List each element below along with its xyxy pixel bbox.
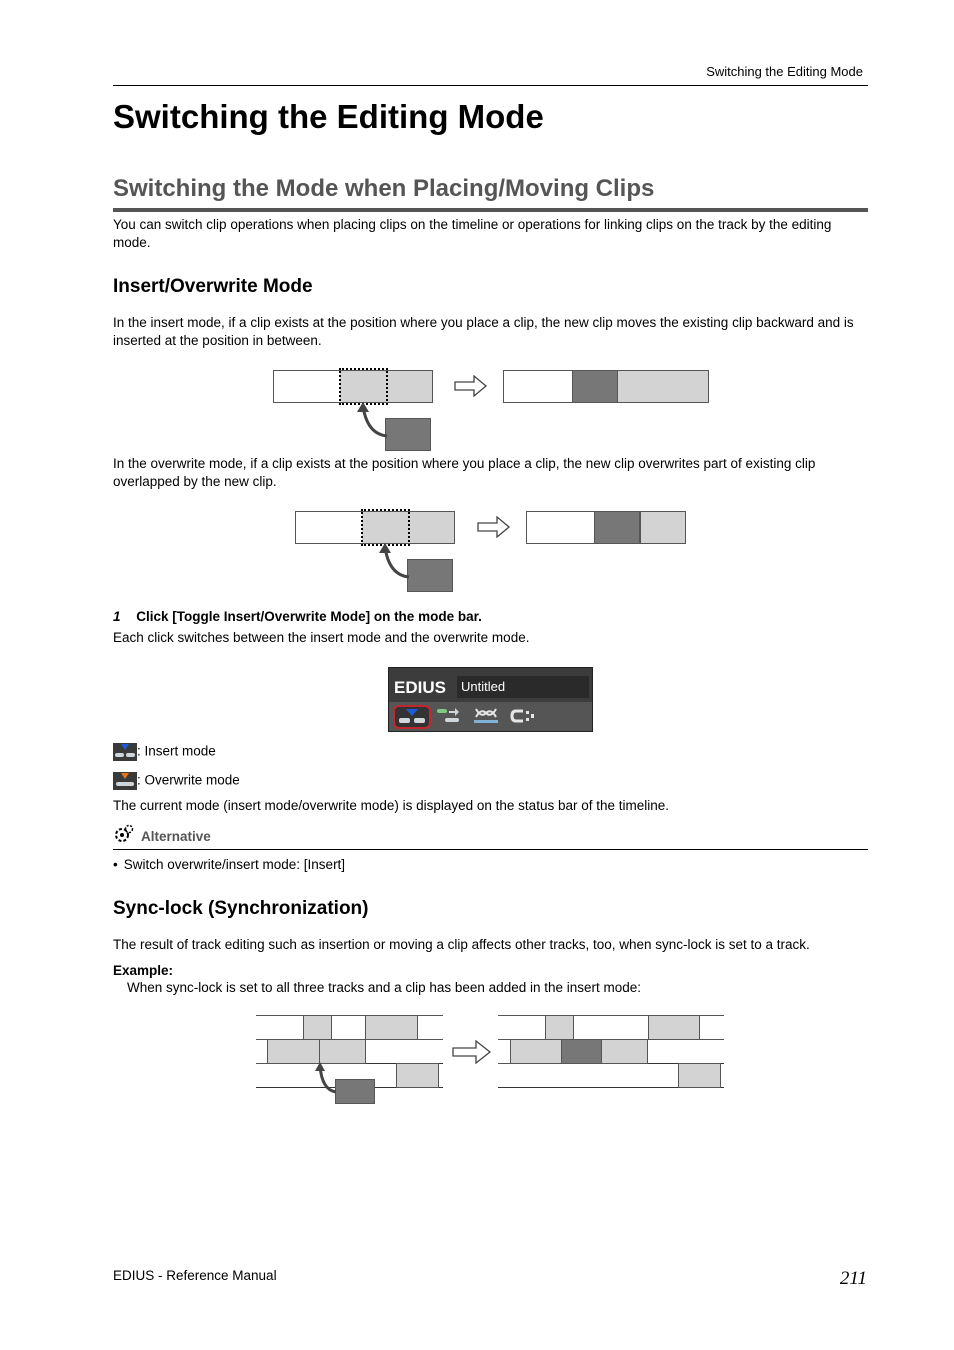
track-1-clip <box>648 1015 700 1040</box>
clip-new <box>385 418 431 451</box>
track-1-clip <box>573 1015 649 1040</box>
section-title: Switching the Mode when Placing/Moving Clips <box>113 175 655 202</box>
right-arrow-icon <box>452 1040 492 1064</box>
track-1-clip <box>303 1015 332 1040</box>
curved-arrow-icon <box>312 1060 340 1096</box>
alternative-rule <box>113 849 868 850</box>
clip-result-new <box>594 511 640 544</box>
curved-arrow-icon <box>377 541 413 581</box>
ripple-mode-button[interactable] <box>433 705 471 729</box>
track-1-clip <box>365 1015 418 1040</box>
clip-result-new <box>572 370 618 403</box>
clip-new <box>335 1079 375 1104</box>
sync-icon <box>469 705 503 727</box>
link-icon <box>507 705 541 727</box>
clip-new <box>407 559 453 592</box>
insert-mode-paragraph: In the insert mode, if a clip exists at the position where you place a clip, the new clip moves the existing clip backward and is inserted at the position in between. <box>113 315 854 348</box>
alternative-icon <box>113 824 135 844</box>
track-3-clip <box>678 1063 721 1088</box>
alternative-label: Alternative <box>141 829 211 844</box>
step-description: Each click switches between the insert mode and the overwrite mode. <box>113 630 530 645</box>
mode-bar-screenshot <box>388 667 593 732</box>
ripple-icon <box>433 705 467 727</box>
section-rule <box>113 208 868 212</box>
insert-mode-icon <box>395 707 429 727</box>
track-1-clip <box>545 1015 574 1040</box>
curved-arrow-icon <box>355 400 391 440</box>
clip-result-remaining <box>640 511 686 544</box>
alternative-list-item <box>113 857 345 872</box>
track-2-new-clip <box>561 1039 602 1064</box>
running-header: Switching the Editing Mode <box>706 64 863 79</box>
example-text: When sync-lock is set to all three tracks and a clip has been added in the insert mode: <box>127 980 642 995</box>
page-title: Switching the Editing Mode <box>113 98 544 135</box>
overwrite-mode-label: : Overwrite mode <box>137 772 240 788</box>
track-2-clip <box>601 1039 648 1064</box>
toggle-insert-overwrite-button[interactable] <box>393 705 431 729</box>
track-3-clip <box>396 1063 439 1088</box>
step-1 <box>113 609 482 624</box>
clip-result-moved <box>617 370 709 403</box>
edius-logo: EDIUS <box>394 678 446 697</box>
track-2-clip <box>510 1039 562 1064</box>
bullet: • <box>113 857 118 872</box>
right-arrow-icon <box>477 516 511 538</box>
step-number: 1 <box>113 609 121 624</box>
insert-mode-icon <box>113 743 137 761</box>
track-1-clip <box>417 1015 443 1040</box>
insert-mode-legend <box>113 743 216 761</box>
track-1-clip <box>331 1015 366 1040</box>
status-paragraph: The current mode (insert mode/overwrite mode) is displayed on the status bar of the timeline. <box>113 798 670 813</box>
overwrite-mode-legend <box>113 772 240 790</box>
insert-mode-label: : Insert mode <box>137 743 216 759</box>
overwrite-mode-icon <box>113 772 137 790</box>
overwrite-mode-paragraph: In the overwrite mode, if a clip exists at the position where you place a clip, the new clip overwrites part of existing clip overlapped by the new clip. <box>113 456 816 489</box>
project-name: Untitled <box>457 676 589 698</box>
section-intro: You can switch clip operations when placing clips on the timeline or operations for linking clips on the track by the editing mode. <box>113 217 832 250</box>
sync-mode-button[interactable] <box>469 705 507 729</box>
step-text: Click [Toggle Insert/Overwrite Mode] on the mode bar. <box>136 609 482 624</box>
group-link-button[interactable] <box>507 705 545 729</box>
footer-manual: EDIUS - Reference Manual <box>113 1268 277 1283</box>
sync-lock-paragraph: The result of track editing such as insertion or moving a clip affects other tracks, too, when sync-lock is set to a track. <box>113 937 810 952</box>
insert-overwrite-heading: Insert/Overwrite Mode <box>113 276 313 297</box>
header-rule <box>113 85 868 86</box>
track-1-clip <box>699 1015 724 1040</box>
right-arrow-icon <box>454 375 488 397</box>
sync-lock-heading: Sync-lock (Synchronization) <box>113 898 369 919</box>
example-label: Example: <box>113 963 174 978</box>
page-number: 211 <box>839 1268 867 1289</box>
alternative-item-text: Switch overwrite/insert mode: [Insert] <box>123 857 346 872</box>
